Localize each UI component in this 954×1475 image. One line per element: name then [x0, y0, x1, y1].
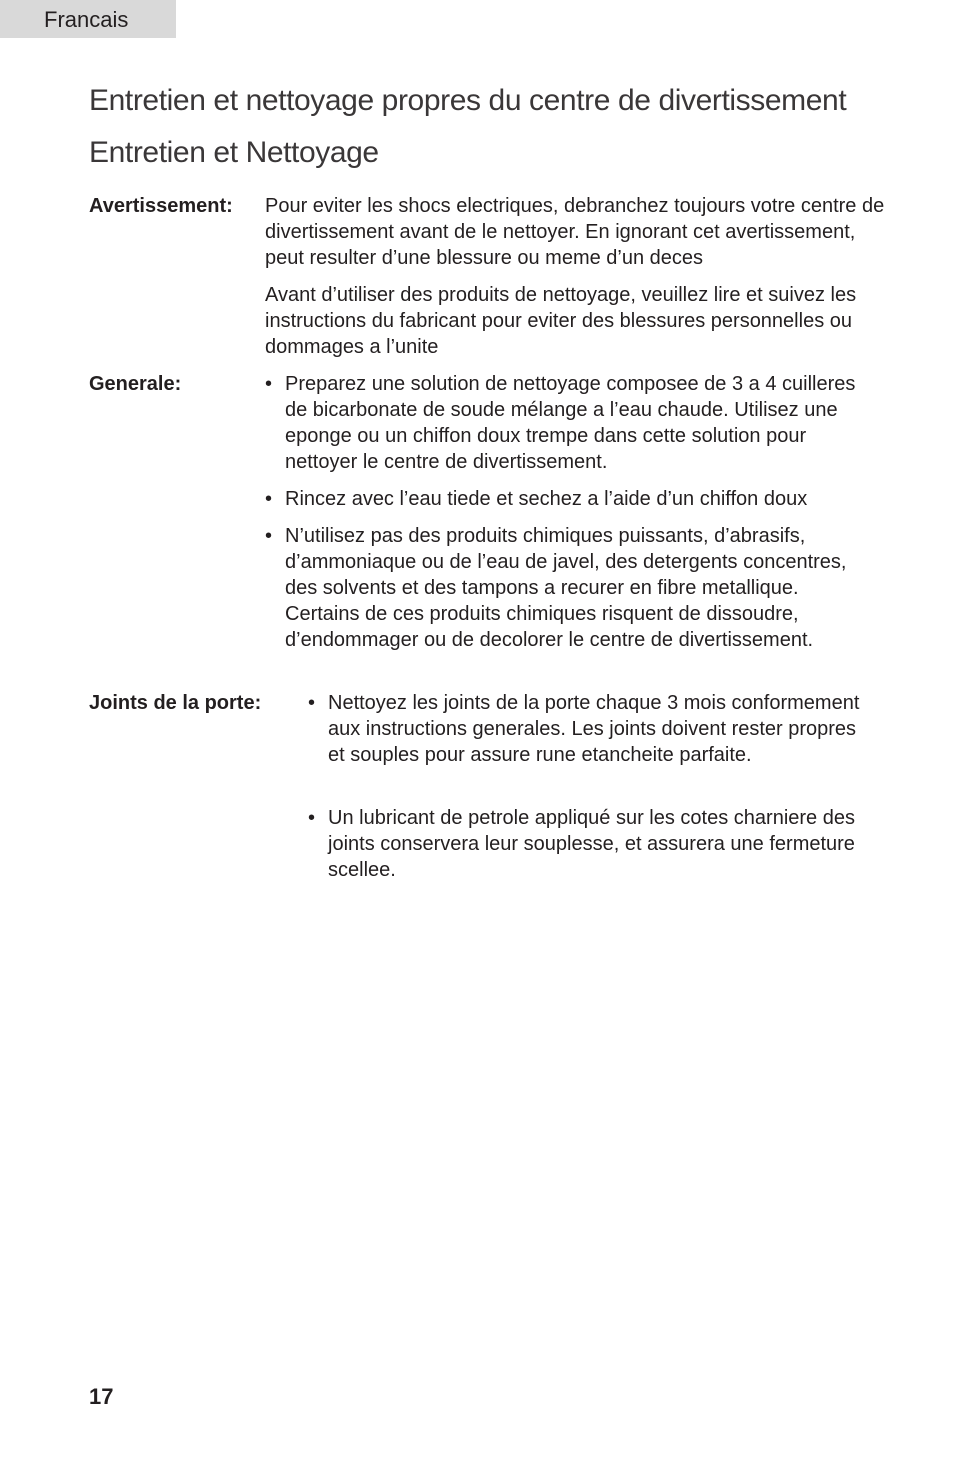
bullet-icon: • — [308, 692, 316, 714]
warning-label: Avertissement: — [89, 195, 233, 217]
door-seals-bullet-text: Nettoyez les joints de la porte chaque 3 mois conformement aux instructions generales. Les joints doivent rester propres et souples pour assure rune etancheite parfaite. — [328, 692, 860, 766]
door-seals-label: Joints de la porte: — [89, 692, 262, 714]
bullet-icon: • — [308, 807, 316, 829]
cleaning-products-paragraph: Avant d’utiliser des produits de nettoyage, veuillez lire et suivez les instructions du fabricant pour eviter des blessures personnelles ou dommages a l’unite — [265, 284, 857, 358]
bullet-icon: • — [265, 373, 273, 395]
bullet-icon: • — [265, 525, 273, 547]
page-title: Entretien et nettoyage propres du centre de divertissement — [89, 84, 847, 117]
general-bullet-text: Rincez avec l’eau tiede et sechez a l’aide d’un chiffon doux — [285, 488, 808, 510]
section-title: Entretien et Nettoyage — [89, 136, 379, 169]
general-bullet-text: N’utilisez pas des produits chimiques puissants, d’abrasifs, d’ammoniaque ou de l’eau de javel, des detergents concentres, des solvents et des tampons a recurer en fibre metallique. Certains de ces produits chimiques risquent de dissoudre, d’endommager ou de decolorer le centre de divertissement. — [285, 525, 847, 651]
bullet-icon: • — [265, 488, 273, 510]
general-label: Generale: — [89, 373, 182, 395]
door-seals-bullet-text: Un lubricant de petrole appliqué sur les cotes charniere des joints conservera leur souplesse, et assurera une fermeture scellee. — [328, 807, 855, 881]
language-tab: Francais — [0, 0, 176, 38]
page-number: 17 — [89, 1384, 114, 1409]
warning-paragraph: Pour eviter les shocs electriques, debranchez toujours votre centre de divertissement avant de le nettoyer. En ignorant cet avertissement, peut resulter d’une blessure ou meme d’un deces — [265, 195, 885, 269]
general-bullet-text: Preparez une solution de nettoyage composee de 3 a 4 cuilleres de bicarbonate de soude mélange a l’eau chaude. Utilisez une eponge ou un chiffon doux trempe dans cette solution pour nettoyer le centre de divertissement. — [285, 373, 856, 473]
